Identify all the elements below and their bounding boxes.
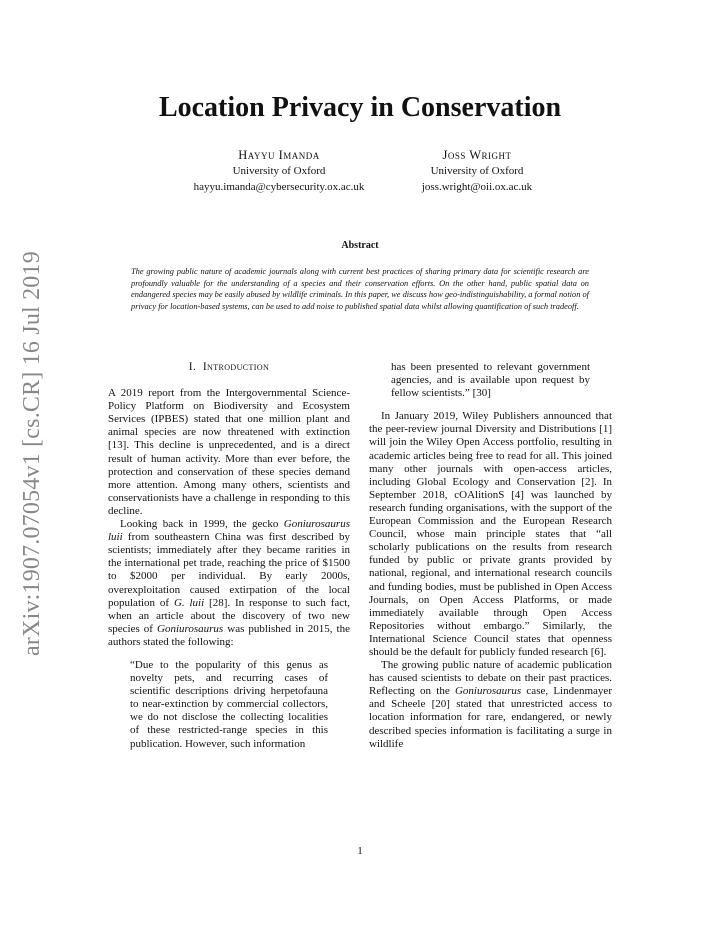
section-number: I.: [188, 361, 197, 373]
abstract-body: The growing public nature of academic journals along with current best practices of sharing primary data for scientific research are profoundly valuable for the understanding of a species and their conservation efforts. On the other hand, public spatial data on endangered species may be easily abused by wildlife criminals. In this paper, we discuss how geo-indistinguishability, a formal notion of privacy for location-based systems, can be used to add noise to published spatial data whilst allowing quantification of such tradeoff.: [131, 267, 589, 311]
author-affiliation: University of Oxford: [232, 165, 326, 177]
text-run: Looking back in 1999, the gecko: [120, 518, 284, 531]
genus-name: Goniurosaurus: [157, 622, 224, 635]
author-block: [357, 147, 597, 195]
species-name: Goniurosaurus luii: [108, 518, 350, 544]
paragraph: A 2019 report from the Intergovernmental Science-Policy Platform on Biodiversity and Ecosystem Services (IPBES) stated that one million plant and animal species are now threatened with extinction [13]. This decline is unprecedented, and is a direct result of human activity. More than ever before, the protection and conservation of these species demand more attention. Among many others, scientists and conservationists have a challenge in responding to this decline.: [108, 387, 350, 517]
text-run: was published in 2015, the authors stated the following:: [108, 622, 350, 648]
section-title: Introduction: [202, 361, 270, 373]
block-quote: has been presented to relevant government agencies, and is available upon request by fellow scientists.” [30]: [391, 361, 590, 400]
arxiv-stamp: [14, 251, 50, 656]
genus-name: Goniurosaurus: [454, 685, 522, 698]
section-heading: [108, 361, 350, 374]
author-name: Hayyu Imanda: [238, 148, 320, 162]
paragraph: In January 2019, Wiley Publishers announced that the peer-review journal Diversity and Distributions [1] will join the Wiley Open Access portfolio, resulting in academic articles being free to read for all. This joined many other journals with open-access articles, including Global Ecology and Conservation [2]. In September 2018, cOAlitionS [4] was launched by research funding organisations, with the support of the European Commission and the European Research Council, whose main principle states that “all scholarly publications on the results from research funded by public or private grants provided by national, regional, and international research councils and funding bodies, must be published in Open Access Journals, on Open Access Platforms, or made immediately available through Open Access Repositories without embargo.” Similarly, the International Science Council states that openness should be the default for publicly funded research [6].: [369, 410, 612, 658]
species-name: G. luii: [173, 596, 205, 609]
text-run: case, Lindenmayer and Scheele [20] stated that unrestricted access to location information for rare, endangered, or newly described species information is facilitating a surge in wildlife: [369, 685, 612, 750]
text-run: from southeastern China was first described by scientists; immediately after they became rarities in the international pet trade, reaching the price of $1500 to $2000 per individual. By early 2000s, overexploitation caused extirpation of the local population of: [108, 531, 350, 609]
author-name: Joss Wright: [442, 148, 512, 162]
arxiv-stamp-text: arXiv:1907.07054v1 [cs.CR] 16 Jul 2019: [19, 251, 45, 656]
author-email: hayyu.imanda@cybersecurity.ox.ac.uk: [193, 181, 365, 193]
text-run: [28]. In response to such fact, when an article about the discovery of two new species of: [108, 596, 350, 635]
block-quote: “Due to the popularity of this genus as novelty pets, and recurring cases of scientific descriptions driving herpetofauna to near-extinction by commercial collectors, we do not disclose the collecting localities of these restricted-range species in this publication. However, such information: [130, 658, 328, 750]
left-column: [108, 361, 350, 751]
abstract-heading: Abstract: [341, 240, 379, 251]
paragraph: [108, 518, 350, 649]
author-affiliation: University of Oxford: [430, 165, 524, 177]
paragraph: [369, 659, 612, 751]
text-run: The growing public nature of academic publication has caused scientists to debate on their past practices. Reflecting on the: [369, 659, 612, 698]
page-number: 1: [357, 845, 363, 857]
right-column: [369, 361, 612, 751]
author-email: joss.wright@oii.ox.ac.uk: [421, 181, 533, 193]
paper-title: Location Privacy in Conservation: [158, 92, 562, 123]
